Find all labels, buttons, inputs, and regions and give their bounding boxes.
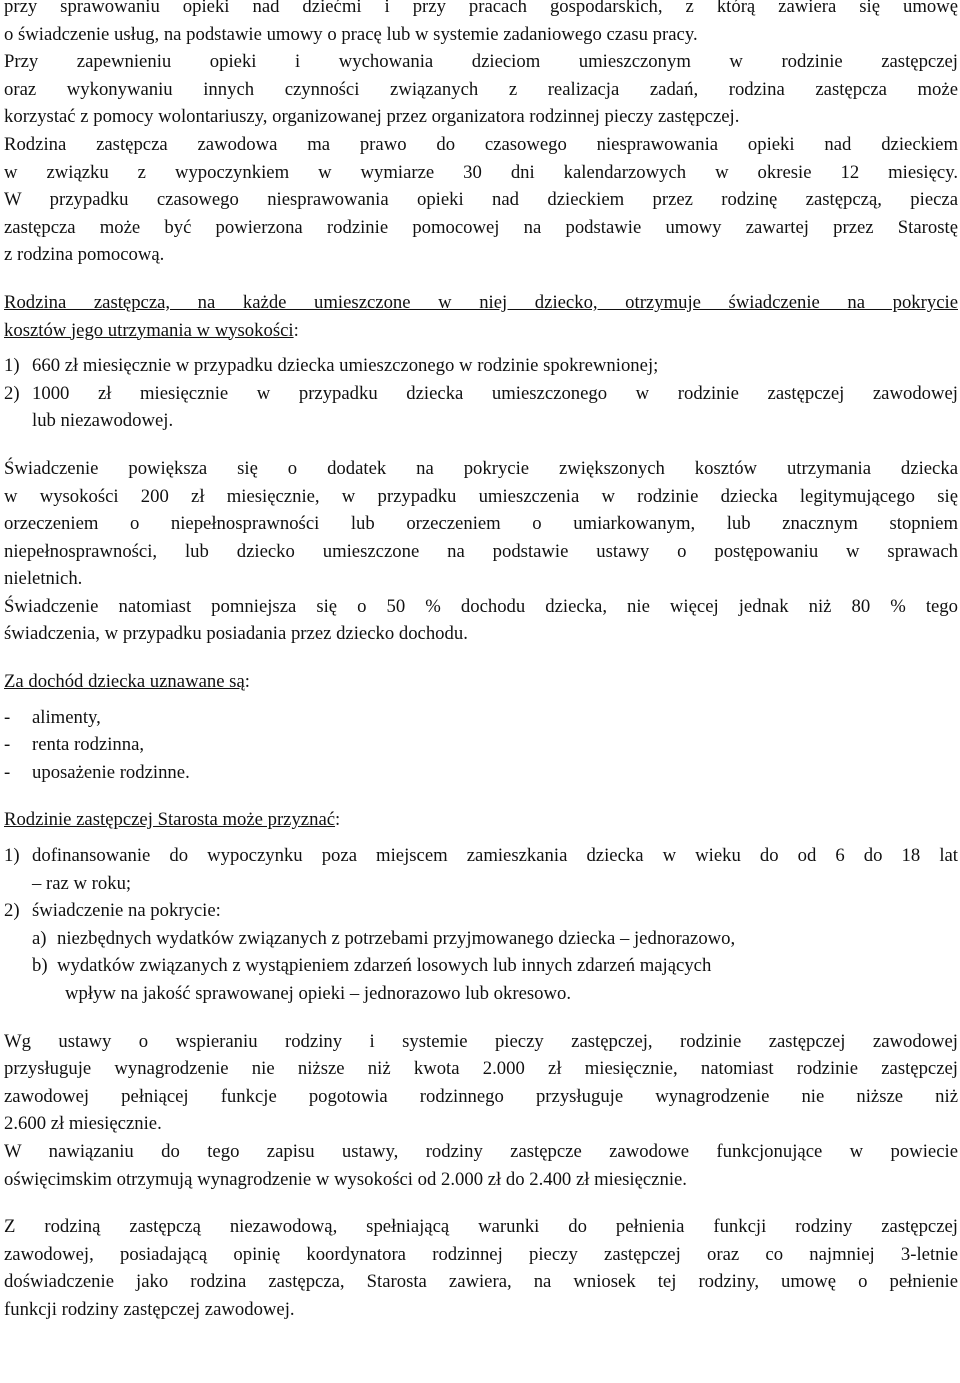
text-line: z rodzina pomocową. (4, 244, 165, 266)
text-line: Przy zapewnieniu opieki i wychowania dzieciom umieszczonym w rodzinie zastępczej (4, 51, 958, 73)
benefit-section (4, 289, 958, 435)
list-item: 1) dofinansowanie do wypoczynku poza miejscem zamieszkania dziecka w wieku do od 6 do 18 lat (4, 845, 958, 867)
text-line: Świadczenie natomiast pomniejsza się o 50 % dochodu dziecka, nie więcej jednak niż 80 % tego (4, 595, 958, 617)
intro-paragraph (4, 0, 958, 269)
text-line: zawodowej pełniącej funkcje pogotowia rodzinnego przysługuje wynagrodzenie nie niższe niż (4, 1085, 958, 1107)
text-line: W przypadku czasowego niesprawowania opieki nad dzieckiem przez rodzinę zastępczą, piecza (4, 189, 958, 211)
list-item: - alimenty, (4, 706, 101, 728)
text-line: niepełnosprawności, lub dziecko umieszczone na podstawie ustawy o postępowaniu w sprawach (4, 540, 958, 562)
salary-paragraph (4, 1028, 958, 1194)
text-line: doświadczenie jako rodzina zastępcza, Starosta zawiera, na wniosek tej rodziny, umowę o pełnienie (4, 1271, 958, 1293)
text-line: orzeczeniem o niepełnosprawności lub orzeczeniem o umiarkowanym, lub znacznym stopniem (4, 513, 958, 535)
income-section (4, 668, 958, 786)
text-line: nieletnich. (4, 568, 83, 590)
text-line: Rodzina zastępcza zawodowa ma prawo do czasowego niesprawowania opieki nad dzieckiem (4, 133, 958, 155)
final-paragraph (4, 1213, 958, 1323)
benefit-heading-line: kosztów jego utrzymania w wysokości: (4, 319, 299, 341)
text-line: lub niezawodowej. (32, 410, 174, 432)
list-item: - renta rodzinna, (4, 734, 145, 756)
starosta-heading: Rodzinie zastępczej Starosta może przyznać: (4, 809, 341, 831)
text-line: W nawiązaniu do tego zapisu ustawy, rodziny zastępcze zawodowe funkcjonujące w powiecie (4, 1140, 958, 1162)
list-item: 2) świadczenie na pokrycie: (4, 900, 221, 922)
text-line: w wysokości 200 zł miesięcznie, w przypadku umieszczenia w rodzinie dziecka legitymującego się (4, 485, 958, 507)
text-line: oświęcimskim otrzymują wynagrodzenie w wysokości od 2.000 zł do 2.400 zł miesięcznie. (4, 1168, 687, 1190)
text-line: świadczenia, w przypadku posiadania przez dziecko dochodu. (4, 623, 468, 645)
sub-list-item: a) niezbędnych wydatków związanych z potrzebami przyjmowanego dziecka – jednorazowo, (32, 927, 736, 949)
text-line: korzystać z pomocy wolontariuszy, organizowanej przez organizatora rodzinnej pieczy zastępczej. (4, 106, 740, 128)
list-item: 1) 660 zł miesięcznie w przypadku dziecka umieszczonego w rodzinie spokrewnionej; (4, 355, 659, 377)
text-line: Wg ustawy o wspieraniu rodziny i systemie pieczy zastępczej, rodzinie zastępczej zawodowej (4, 1030, 958, 1052)
list-item: 2) 1000 zł miesięcznie w przypadku dziecka umieszczonego w rodzinie zastępczej zawodowej (4, 382, 958, 404)
text-line: przy sprawowaniu opieki nad dziećmi i przy pracach gospodarskich, z którą zawiera się umowę (4, 0, 958, 17)
starosta-section (4, 806, 958, 1007)
increase-paragraph (4, 455, 958, 648)
income-heading: Za dochód dziecka uznawane są: (4, 671, 250, 693)
text-line: zastępcza może być powierzona rodzinie pomocowej na podstawie umowy zawartej przez Starostę (4, 216, 958, 238)
text-line: – raz w roku; (32, 872, 132, 894)
text-line: wpływ na jakość sprawowanej opieki – jednorazowo lub okresowo. (65, 983, 571, 1004)
text-line: o świadczenie usług, na podstawie umowy o pracę lub w systemie zadaniowego czasu pracy. (4, 23, 698, 45)
list-item: - uposażenie rodzinne. (4, 761, 190, 783)
text-line: Świadczenie powiększa się o dodatek na pokrycie zwiększonych kosztów utrzymania dziecka (4, 457, 958, 479)
text-line: 2.600 zł miesięcznie. (4, 1113, 162, 1135)
text-line: Z rodziną zastępczą niezawodową, spełniającą warunki do pełnienia funkcji rodziny zastępczej (4, 1216, 958, 1238)
text-line: w związku z wypoczynkiem w wymiarze 30 dni kalendarzowych w okresie 12 miesięcy. (4, 161, 958, 183)
benefit-heading-line: Rodzina zastępcza, na każde umieszczone w niej dziecko, otrzymuje świadczenie na pokrycie (4, 291, 958, 313)
sub-list-item: b) wydatków związanych z wystąpieniem zdarzeń losowych lub innych zdarzeń mających (32, 955, 712, 977)
text-line: oraz wykonywaniu innych czynności związanych z realizacja zadań, rodzina zastępcza może (4, 78, 958, 100)
text-line: funkcji rodziny zastępczej zawodowej. (4, 1298, 295, 1320)
text-line: przysługuje wynagrodzenie nie niższe niż kwota 2.000 zł miesięcznie, natomiast rodzinie zastępczej (4, 1058, 958, 1080)
text-line: zawodowej, posiadającą opinię koordynatora rodzinnej pieczy zastępczej oraz co najmniej 3-letnie (4, 1243, 958, 1265)
document-page (4, 0, 958, 1324)
